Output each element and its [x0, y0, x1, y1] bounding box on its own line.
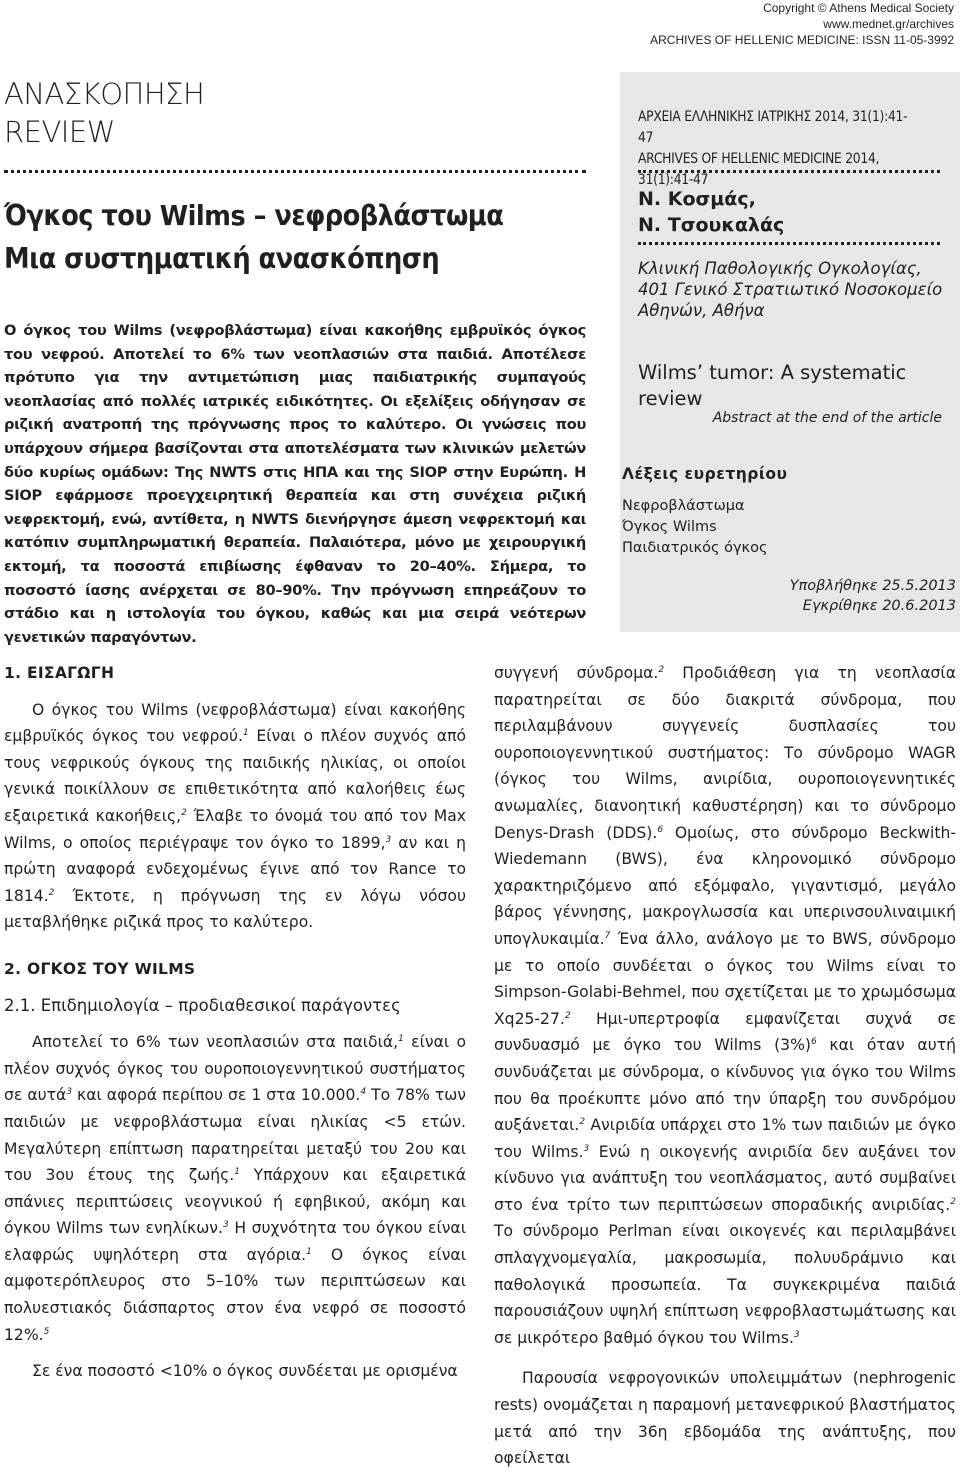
body-column-left [4, 660, 466, 1385]
author-2: Ν. Τσουκαλάς [638, 214, 785, 236]
journal-url[interactable]: www.mednet.gr/archives [823, 17, 954, 31]
nephrogenic-rests-paragraph: Παρουσία νεφρογονικών υπολειμμάτων (nephrogenic rests) ονομάζεται η παραμονή μετανεφρικού βλαστήματος μετά από την 36η εβδομάδα της ανάπτυξης, που οφείλεται [494, 1369, 956, 1468]
article-title [4, 194, 556, 280]
journal-citation-gr: ΑΡΧΕΙΑ ΕΛΛΗΝΙΚΗΣ ΙΑΤΡΙΚΗΣ 2014, 31(1):41-47 [638, 109, 908, 146]
sidebar-dotted-divider-2 [638, 242, 940, 245]
epidemiology-paragraph: Αποτελεί το 6% των νεοπλασιών στα παιδιά,$^1$ είναι ο πλέον συχνός όγκος του ουροποιογεννητικού συστήματος σε αυτά$^3$ και αφορά περίπου σε 1 στα 10.000.$^4$ Το 78% των παιδιών με νεφροβλάστωμα είναι ηλικίας <5 ετών. Μεγαλύτερη επίπτωση παρατηρείται μεταξύ του 2ου και του 3ου έτους της ζωής.$^1$ Υπάρχουν και εξαιρετικά σπάνιες περιπτώσεις νεογνικού ή εφηβικού, ακόμη και όγκου Wilms των ενηλίκων.$^3$ Η συχνότητα του όγκου είναι ελαφρώς υψηλότερη στα αγόρια.$^1$ Ο όγκος είναι αμφοτερόπλευρος στο 5–10% των περιπτώσεων και πολυεστιακός διάσπαρτος στον ένα νεφρό σε ποσοστό 12%.$^5$ [4, 1033, 466, 1344]
keywords-list [622, 496, 767, 559]
epidemiology-paragraph-2: Σε ένα ποσοστό <10% ο όγκος συνδέεται με ορισμένα [32, 1362, 458, 1381]
section-label-greek: ΑΝΑΣΚΟΠΗΣΗ [4, 77, 205, 111]
heading-wilms-tumor: 2. ΟΓΚΟΣ ΤΟΥ WILMS [4, 959, 196, 978]
journal-citation-en: ARCHIVES OF HELLENIC MEDICINE 2014, 31(1):41-47 [638, 151, 880, 188]
submitted-date: Υποβλήθηκε 25.5.2013 [789, 578, 956, 594]
journal-issn: ARCHIVES OF HELLENIC MEDICINE: ISSN 11-05-3992 [650, 33, 954, 47]
abstract-text: Ο όγκος του Wilms (νεφροβλάστωμα) είναι κακοήθης εμβρυϊκός όγκος του νεφρού. Αποτελεί το 6% των νεοπλασιών στα παιδιά. Αποτέλεσε πρότυπο για την αντιμετώπιση μιας παιδιατρικής συμπαγούς νεοπλασίας από πολλές ιατρικές ειδικότητες. Οι εξελίξεις οδήγησαν σε ριζική ανατροπή της πρόγνωσης προς το καλύτερο. Οι γνώσεις που υπάρχουν σήμερα βασίζονται στα αποτελέσματα των κλινικών μελετών δύο κυρίως ομάδων: Της NWTS στις ΗΠΑ και της SIOP στην Ευρώπη. Η SIOP εφάρμοσε προεγχειρητική θεραπεία και στη συνέχεια ριζική νεφρεκτομή, ενώ, αντίθετα, η NWTS διενήργησε άμεση νεφρεκτομή και κατόπιν συμπληρωματική θεραπεία. Παλαιότερα, μόνο με χειρουργική εκτομή, τα ποσοστά επιβίωσης έφθαναν το 20–40%. Σήμερα, το ποσοστό ίασης ανέρχεται σε 80–90%. Την πρόγνωση επηρεάζουν το στάδιο και η ιστολογία του όγκου, καθώς και μια σειρά νεότερων γενετικών παραγόντων. [4, 322, 586, 646]
sidebar-dotted-divider [638, 170, 940, 173]
heading-introduction: 1. ΕΙΣΑΓΩΓΗ [4, 664, 115, 682]
copyright-text: Copyright © Athens Medical Society [763, 1, 954, 15]
dotted-divider [4, 170, 586, 173]
body-column-right [494, 660, 956, 1472]
affiliation-line3: Αθηνών, Αθήνα [638, 301, 765, 320]
article-title-line2: Μια συστηματική ανασκόπηση [4, 242, 440, 275]
english-title: Wilms’ tumor: A systematic review [638, 361, 907, 410]
section-label-english: REVIEW [4, 115, 115, 149]
affiliation-line2: 401 Γενικό Στρατιωτικό Νοσοκομείο [638, 280, 943, 299]
heading-epidemiology: 2.1. Επιδημιολογία – προδιαθεσικοί παράγοντες [4, 995, 401, 1015]
authors [638, 186, 784, 238]
keywords-heading: Λέξεις ευρετηρίου [622, 465, 788, 483]
journal-citation [638, 107, 911, 191]
keyword: Νεφροβλάστωμα [622, 498, 745, 514]
affiliation-line1: Κλινική Παθολογικής Ογκολογίας, [638, 259, 922, 278]
author-1: Ν. Κοσμάς, [638, 188, 756, 210]
abstract-note: Abstract at the end of the article [712, 410, 942, 426]
copyright-block [650, 0, 954, 48]
intro-paragraph: Ο όγκος του Wilms (νεφροβλάστωμα) είναι κακοήθης εμβρυϊκός όγκος του νεφρού.$^1$ Είναι ο πλέον συχνός από τους νεφρικούς όγκους της παιδικής ηλικίας, οι οποίοι γενικά ποικίλλουν σε επιθετικότητα από καλοήθεις έως εξαιρετικά κακοήθεις,$^2$ Έλαβε το όνομά του από τον Max Wilms, ο οποίος περιέγραψε τον όγκο το 1899,$^3$ αν και η πρώτη αναφορά ενδεχομένως έγινε από τον Rance το 1814.$^2$ Έκτοτε, η πρόγνωση της εν λόγω νόσου μεταβλήθηκε ριζικά προς το καλύτερο. [4, 700, 467, 932]
keyword: Παιδιατρικός όγκος [622, 540, 768, 556]
affiliation [638, 258, 942, 321]
accepted-date: Εγκρίθηκε 20.6.2013 [802, 598, 956, 614]
article-title-line1: Όγκος του Wilms – νεφροβλάστωμα [4, 199, 504, 232]
submission-dates [638, 576, 956, 616]
keyword: Όγκος Wilms [622, 519, 717, 535]
syndromes-paragraph: συγγενή σύνδρομα.$^2$ Προδιάθεση για τη νεοπλασία παρατηρείται σε δύο διακριτά σύνδρομα, που περιλαμβάνουν συγγενείς δυσπλασίες του ουροποιογεννητικού συστήματος: Το σύνδρομο WAGR (όγκος του Wilms, ανιρίδια, ουροποιογεννητικές ανωμαλίες, διανοητική καθυστέρηση) και το σύνδρομο Denys-Drash (DDS).$^6$ Ομοίως, στο σύνδρομο Beckwith-Wiedemann (BWS), ένα κληρονομικό σύνδρομο χαρακτηριζόμενο από εξόμφαλο, γιγαντισμό, μεγάλο βάρος γέννησης, μακρογλωσσία και υπερινσουλιναιμική υπογλυκαιμία.$^7$ Ένα άλλο, ανάλογο με το BWS, σύνδρομο με το οποίο συνδέεται ο όγκος του Wilms είναι το Simpson-Golabi-Behmel, που σχετίζεται με το χρωμόσωμα Xq25-27.$^2$ Ημι-υπερτροφία εμφανίζεται συχνά σε συνδυασμό με όγκο του Wilms $(3\%)^6$ και όταν αυτή συνδυάζεται με σύνδρομα, ο κίνδυνος για όγκο του Wilms που θα προέκυπτε μόνο από την ύπαρξη του συνδρόμου αυξάνεται.$^2$ Ανιριδία υπάρχει στο 1% των παιδιών με όγκο του Wilms.$^3$ Ενώ η οικογενής ανιριδία δεν αυξάνει τον κίνδυνο για ανάπτυξη του νεοπλάσματος, αυτό συμβαίνει στο ένα τρίτο των περιπτώσεων σποραδικής ανιριδίας.$^2$ Το σύνδρομο Perlman είναι οικογενές και περιλαμβάνει σπλαγχνομεγαλία, μακροσωμία, πολυυδράμνιο και παθολογικά προσωπεία. Τα συγκεκριμένα παιδιά παρουσιάζουν υψηλή επίπτωση νεφροβλαστωμάτωσης και σε μικρότερο βαθμό όγκου του Wilms.$^3$ [494, 664, 957, 1347]
